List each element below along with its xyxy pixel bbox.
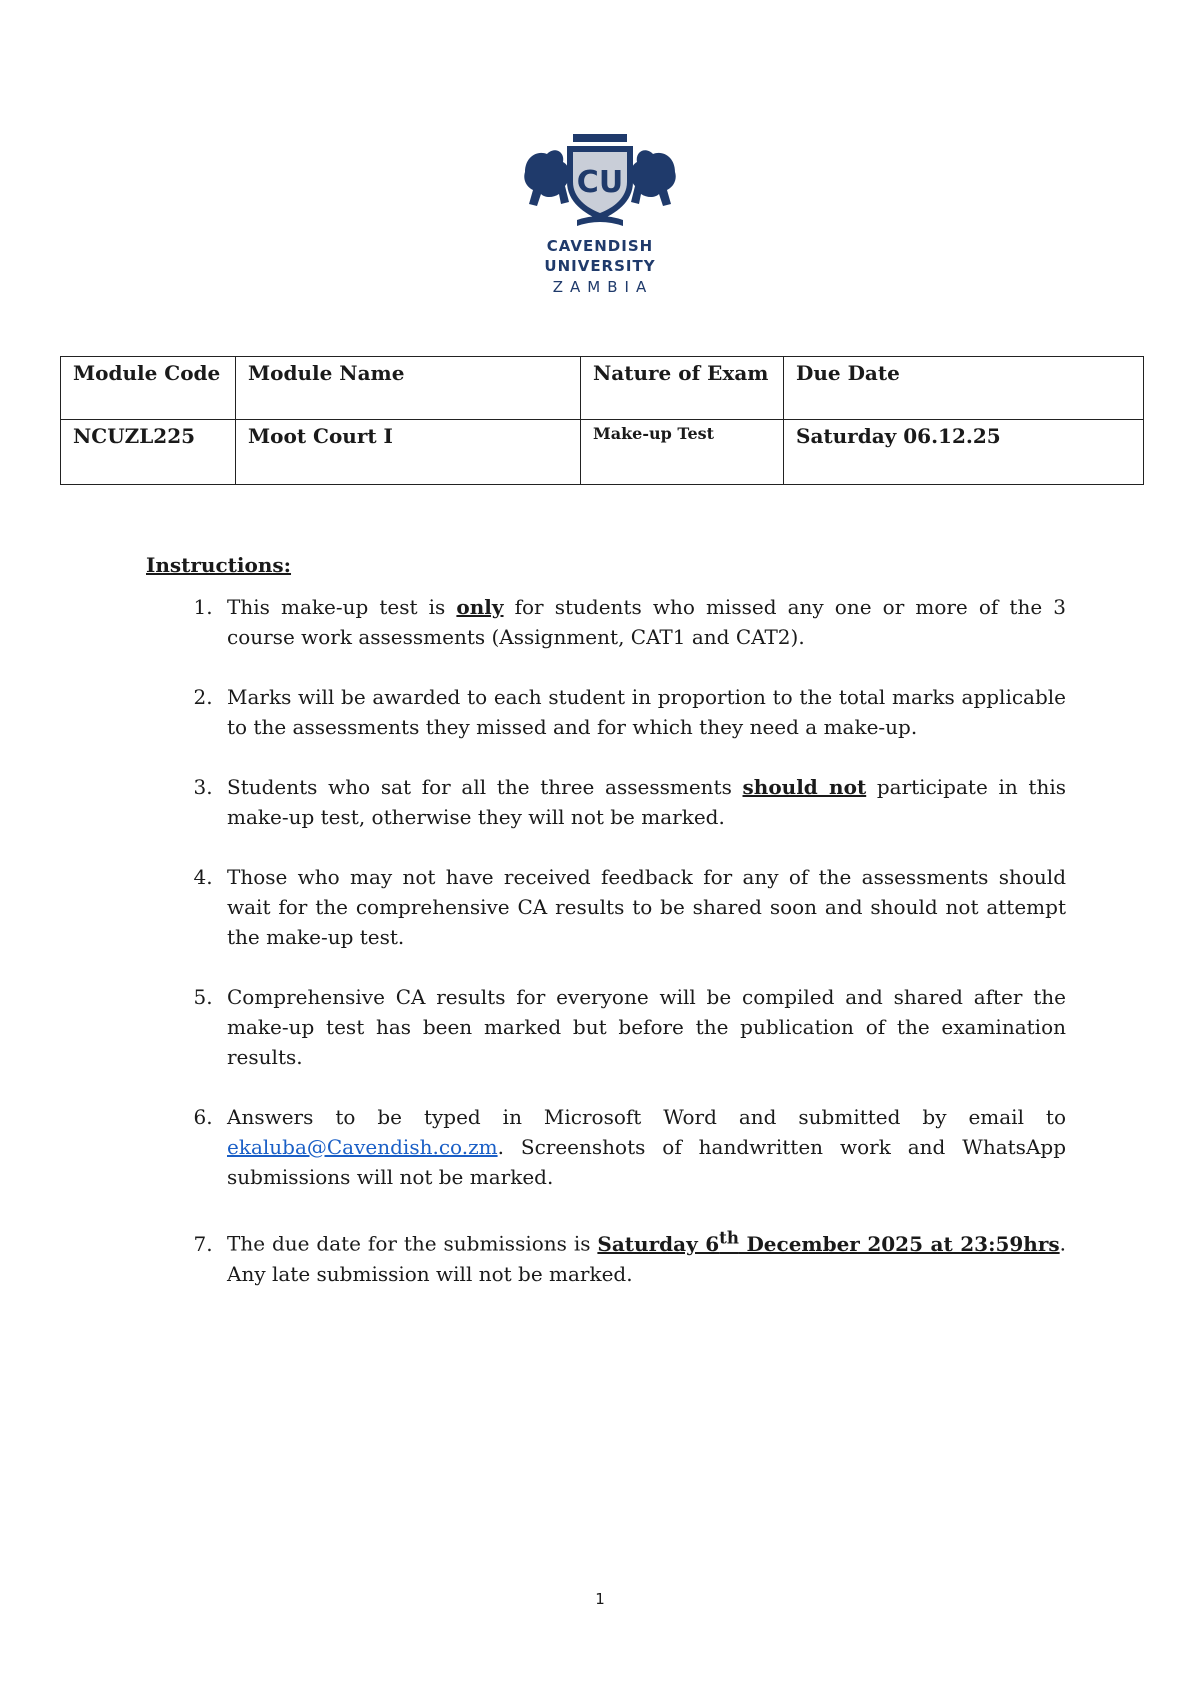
due-date-emphasis	[597, 1227, 1060, 1256]
emphasis-only: only	[456, 595, 504, 619]
list-item	[219, 1102, 1066, 1192]
item-text: Marks will be awarded to each student in proportion to the total marks applicable to the assessments they missed and for which they need a make-up.	[227, 685, 1066, 739]
university-logo	[505, 132, 695, 298]
instructions-list	[146, 592, 1066, 1289]
item-text: The due date for the submissions is	[227, 1231, 598, 1256]
item-text: . Screenshots of handwritten work and WhatsApp submissions will not be marked.	[227, 1135, 1066, 1189]
crest-icon	[515, 132, 685, 232]
header-module-code: Module Code	[61, 357, 236, 420]
list-item	[219, 862, 1066, 952]
table-row	[61, 420, 1144, 485]
logo-line-1: CAVENDISH	[546, 237, 654, 255]
header-nature-of-exam: Nature of Exam	[581, 357, 784, 420]
list-item	[219, 1222, 1066, 1289]
cell-module-code: NCUZL225	[61, 420, 236, 485]
item-text: for students who missed any one or more of the 3 course work assessments (Assignment, CAT1 and CAT2).	[227, 595, 1066, 649]
ordinal-suffix: th	[719, 1227, 739, 1247]
emphasis-should-not: should not	[742, 775, 867, 799]
table-header-row	[61, 357, 1144, 420]
logo-line-3: ZAMBIA	[552, 278, 654, 296]
item-text: . Any late submission will not be marked.	[227, 1231, 1066, 1286]
due-date-rest: December 2025 at 23:59hrs	[738, 1231, 1060, 1256]
item-text: Those who may not have received feedback for any of the assessments should wait for the comprehensive CA results to be shared soon and should not attempt the make-up test.	[227, 865, 1066, 949]
item-text: Answers to be typed in Microsoft Word and submitted by email to	[227, 1105, 1066, 1129]
item-text: Students who sat for all the three assessments	[227, 775, 743, 799]
item-text: This make-up test is	[227, 595, 457, 619]
due-date-day: Saturday 6	[597, 1231, 720, 1256]
instructions-title: Instructions:	[146, 553, 292, 577]
list-item	[219, 592, 1066, 652]
header-due-date: Due Date	[784, 357, 1144, 420]
list-item	[219, 982, 1066, 1072]
list-item	[219, 682, 1066, 742]
page-number: 1	[595, 1590, 605, 1608]
cell-due-date: Saturday 06.12.25	[784, 420, 1144, 485]
crest-letters: CU	[576, 165, 624, 200]
item-text: Comprehensive CA results for everyone will be compiled and shared after the make-up test has been marked but before the publication of the examination results.	[227, 985, 1066, 1069]
header-module-name: Module Name	[236, 357, 581, 420]
item-text: participate in this make-up test, otherwise they will not be marked.	[227, 775, 1066, 829]
logo-line-2: UNIVERSITY	[544, 257, 656, 275]
module-info-table	[60, 356, 1144, 485]
email-link[interactable]: ekaluba@Cavendish.co.zm	[227, 1135, 498, 1159]
cell-module-name: Moot Court I	[236, 420, 581, 485]
list-item	[219, 772, 1066, 832]
instructions-section	[146, 550, 1066, 1319]
cell-nature-of-exam: Make-up Test	[581, 420, 784, 485]
